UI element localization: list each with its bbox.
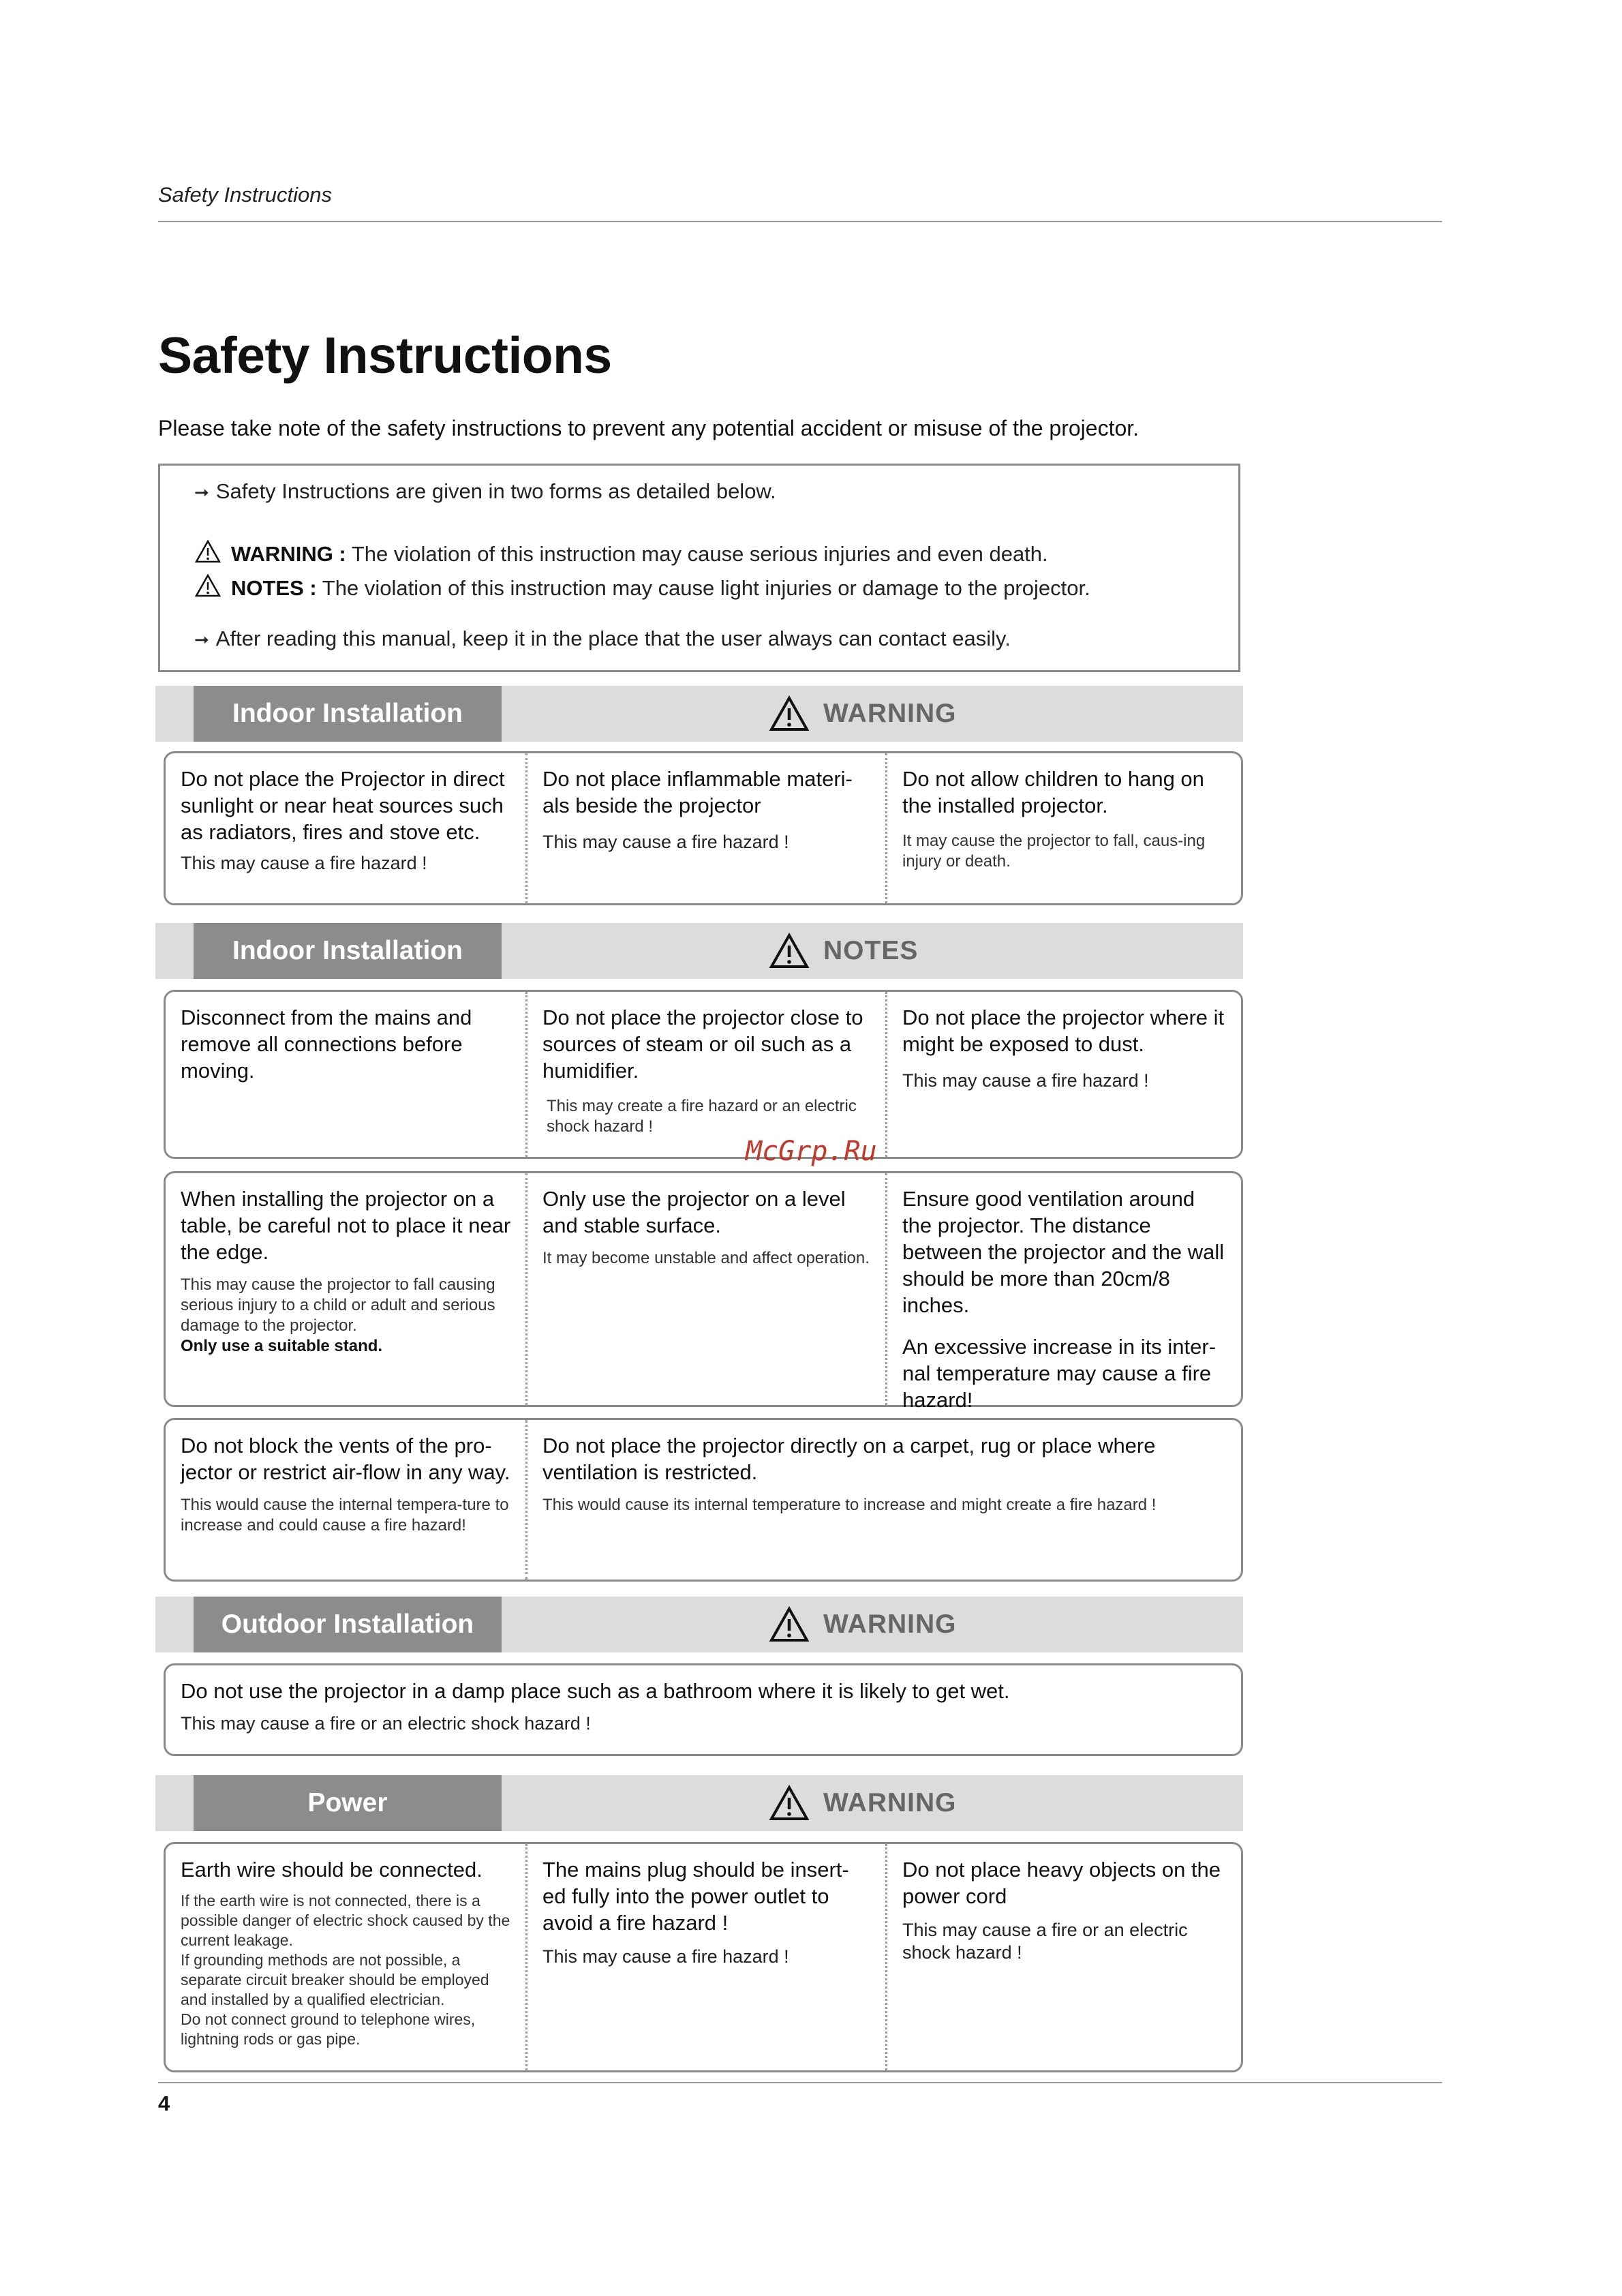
watermark: McGrp.Ru [746, 1136, 877, 1167]
legend-line-notes: NOTES : The violation of this instruction may cause light injuries or damage to the projector. [194, 573, 1090, 601]
section-label: NOTES [769, 923, 918, 979]
notice-card [164, 1171, 1243, 1412]
section-label: WARNING [769, 686, 957, 742]
notice-cell: Do not place the projector close to sources of steam or oil such as a humidifier. This may create a fire hazard or an electric shock hazard ! [525, 992, 885, 1157]
notice-cell: The mains plug should be insert-ed fully into the power outlet to avoid a fire hazard ! This may cause a fire hazard ! [525, 1844, 885, 2070]
section-band-indoor-warning [155, 686, 1243, 742]
section-tab: Indoor Installation [194, 923, 502, 979]
notice-card [164, 751, 1243, 905]
notice-cell: Do not place the projector directly on a carpet, rug or place where ventilation is restricted. This would cause its internal temperature to increase and might create a fire hazard ! [525, 1420, 1241, 1580]
notice-card [164, 1418, 1243, 1582]
notice-card [164, 990, 1243, 1159]
page-number: 4 [158, 2091, 170, 2115]
notice-cell: When installing the projector on a table, be careful not to place it near the edge. This may cause the projector to fall causing serious injury to a child or adult and serious damage to the projector. Only use a suitable stand. [181, 1187, 511, 1355]
notice-cell: Ensure good ventilation around the projector. The distance between the projector and the wall should be more than 20cm/8 inches. An excessive increase in its inter-nal temperature may cause a fire hazard! [885, 1173, 1241, 1405]
warning-triangle-icon [194, 539, 221, 564]
caution-triangle-icon [194, 573, 221, 598]
arrow-right-icon: ➞ [194, 629, 209, 650]
notice-card [164, 1663, 1243, 1756]
arrow-right-icon: ➞ [194, 482, 209, 502]
running-header: Safety Instructions [158, 183, 333, 207]
section-tab: Power [194, 1775, 502, 1831]
section-band-power-warning [155, 1775, 1243, 1831]
notice-cell: Only use the projector on a level and stable surface. It may become unstable and affect operation. [525, 1173, 885, 1405]
notice-cell: Disconnect from the mains and remove all connections before moving. [181, 1006, 472, 1083]
section-tab: Outdoor Installation [194, 1597, 502, 1652]
notice-cell: Do not place the projector where it might be exposed to dust. This may cause a fire hazard ! [885, 992, 1241, 1157]
legend-box [158, 464, 1240, 672]
legend-line-warning: WARNING : The violation of this instruction may cause serious injuries and even death. [194, 539, 1048, 567]
section-band-indoor-notes [155, 923, 1243, 979]
footer-divider [158, 2082, 1442, 2083]
notice-cell: Do not allow children to hang on the installed projector. It may cause the projector to fall, caus-ing injury or death. [885, 753, 1241, 903]
notice-cell: Earth wire should be connected. If the earth wire is not connected, there is a possible danger of electric shock caused by the current leakage. If grounding methods are not possible, a separate circuit breaker should be employed and installed by a qualified electrician. Do not connect ground to telephone wires, lightning rods or gas pipe. [181, 1858, 510, 2048]
notice-cell: Do not place the Projector in direct sunlight or near heat sources such as radiators, fires and stove etc. This may cause a fire hazard ! [181, 767, 505, 873]
notes-label: NOTES : [231, 576, 317, 600]
caution-triangle-icon [769, 933, 810, 969]
notice-cell: Do not place heavy objects on the power cord This may cause a fire or an electric shock hazard ! [885, 1844, 1241, 2070]
notice-cell: Do not use the projector in a damp place such as a bathroom where it is likely to get wet. This may cause a fire or an electric shock hazard ! [181, 1679, 1010, 1734]
notice-cell: Do not place inflammable materi-als beside the projector This may cause a fire hazard ! [525, 753, 885, 903]
page-title: Safety Instructions [158, 327, 612, 384]
section-tab: Indoor Installation [194, 686, 502, 742]
warning-triangle-icon [769, 1606, 810, 1643]
intro-text: Please take note of the safety instructions to prevent any potential accident or misuse of the projector. [158, 416, 1139, 440]
legend-line-keep-manual: ➞ After reading this manual, keep it in the place that the user always can contact easily. [194, 626, 1011, 650]
warning-triangle-icon [769, 1785, 810, 1822]
warning-triangle-icon [769, 695, 810, 732]
warning-label: WARNING : [231, 542, 346, 566]
notice-cell: Do not block the vents of the pro-jector or restrict air-flow in any way. This would cause the internal tempera-ture to increase and could cause a fire hazard! [181, 1434, 510, 1535]
header-divider [158, 221, 1442, 222]
section-label: WARNING [769, 1597, 957, 1652]
legend-line-forms: ➞ Safety Instructions are given in two forms as detailed below. [194, 479, 776, 503]
section-band-outdoor-warning [155, 1597, 1243, 1652]
section-label: WARNING [769, 1775, 957, 1831]
notice-card [164, 1842, 1243, 2072]
